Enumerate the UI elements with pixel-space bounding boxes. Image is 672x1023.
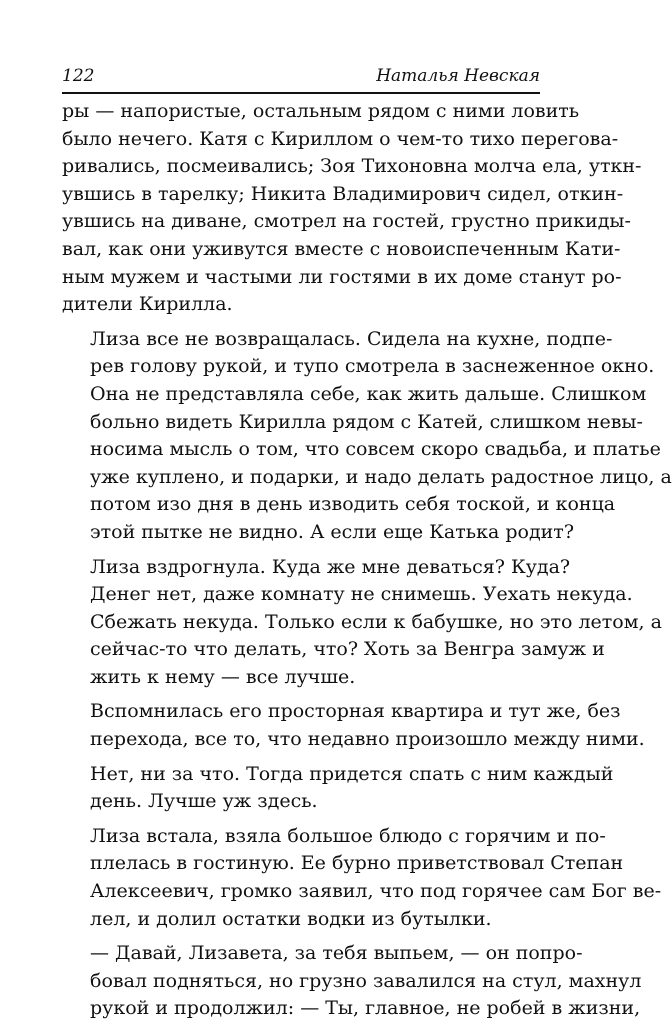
text-line: Сбежать некуда. Только если к бабушке, но это летом, а <box>90 610 662 633</box>
text-line: рев голову рукой, и тупо смотрела в заснеженное окно. <box>90 355 655 378</box>
text-line: Она не представляла себе, как жить дальше. Слишком <box>90 382 647 405</box>
text-line: сейчас-то что делать, что? Хоть за Венгра замуж и <box>90 638 605 661</box>
paragraph <box>62 761 614 816</box>
text-line: лел, и долил остатки водки из бутылки. <box>90 907 492 930</box>
text-line: Лиза вздрогнула. Куда же мне деваться? Куда? <box>90 555 571 578</box>
paragraph <box>62 554 662 692</box>
text-line: ным мужем и частыми ли гостями в их доме станут ро- <box>62 265 622 288</box>
page-number: 122 <box>62 66 95 86</box>
text-line: Вспомнилась его просторная квартира и тут же, без <box>90 700 621 723</box>
paragraph <box>62 98 642 319</box>
text-line: Денег нет, даже комнату не снимешь. Уехать некуда. <box>90 583 633 606</box>
text-line: уже куплено, и подарки, и надо делать радостное лицо, а <box>90 465 672 488</box>
text-line: день. Лучше уж здесь. <box>90 790 318 813</box>
text-line: перехода, все то, что недавно произошло между ними. <box>90 728 645 751</box>
paragraph <box>62 326 672 547</box>
page-header <box>62 64 540 94</box>
text-line: вал, как они уживутся вместе с новоиспеченным Кати- <box>62 237 621 260</box>
text-line: этой пытке не видно. А если еще Катька родит? <box>90 520 575 543</box>
text-line: было нечего. Катя с Кириллом о чем-то тихо перегова- <box>62 127 619 150</box>
running-title: Наталья Невская <box>376 66 540 86</box>
text-line: Нет, ни за что. Тогда придется спать с ним каждый <box>90 762 614 785</box>
text-line: носима мысль о том, что совсем скоро свадьба, и платье <box>90 438 661 461</box>
paragraph <box>62 940 642 1023</box>
text-line: Лиза все не возвращалась. Сидела на кухне, подпе- <box>90 327 613 350</box>
text-line: плелась в гостиную. Ее бурно приветствовал Степан <box>90 852 624 875</box>
text-line: увшись на диване, смотрел на гостей, грустно прикиды- <box>62 210 631 233</box>
text-line: Алексеевич, громко заявил, что под горячее сам Бог ве- <box>90 880 662 903</box>
text-line: — Давай, Лизавета, за тебя выпьем, — он попро- <box>90 942 583 965</box>
text-line: жить к нему — все лучше. <box>90 665 356 688</box>
paragraph <box>62 823 662 933</box>
text-line: дители Кирилла. <box>62 293 233 316</box>
text-line: больно видеть Кирилла рядом с Катей, слишком невы- <box>90 410 643 433</box>
text-line: потом изо дня в день изводить себя тоской, и конца <box>90 493 616 516</box>
text-line: увшись в тарелку; Никита Владимирович сидел, откин- <box>62 182 624 205</box>
body-text <box>62 98 672 1023</box>
text-line: ры — напористые, остальным рядом с ними ловить <box>62 100 580 122</box>
text-line: ривались, посмеивались; Зоя Тихоновна молча ела, уткн- <box>62 155 642 178</box>
text-line: рукой и продолжил: — Ты, главное, не робей в жизни, <box>90 997 641 1020</box>
text-line: Лиза встала, взяла большое блюдо с горячим и по- <box>90 824 606 847</box>
text-line: бовал подняться, но грузно завалился на стул, махнул <box>90 969 642 992</box>
paragraph <box>62 698 645 753</box>
